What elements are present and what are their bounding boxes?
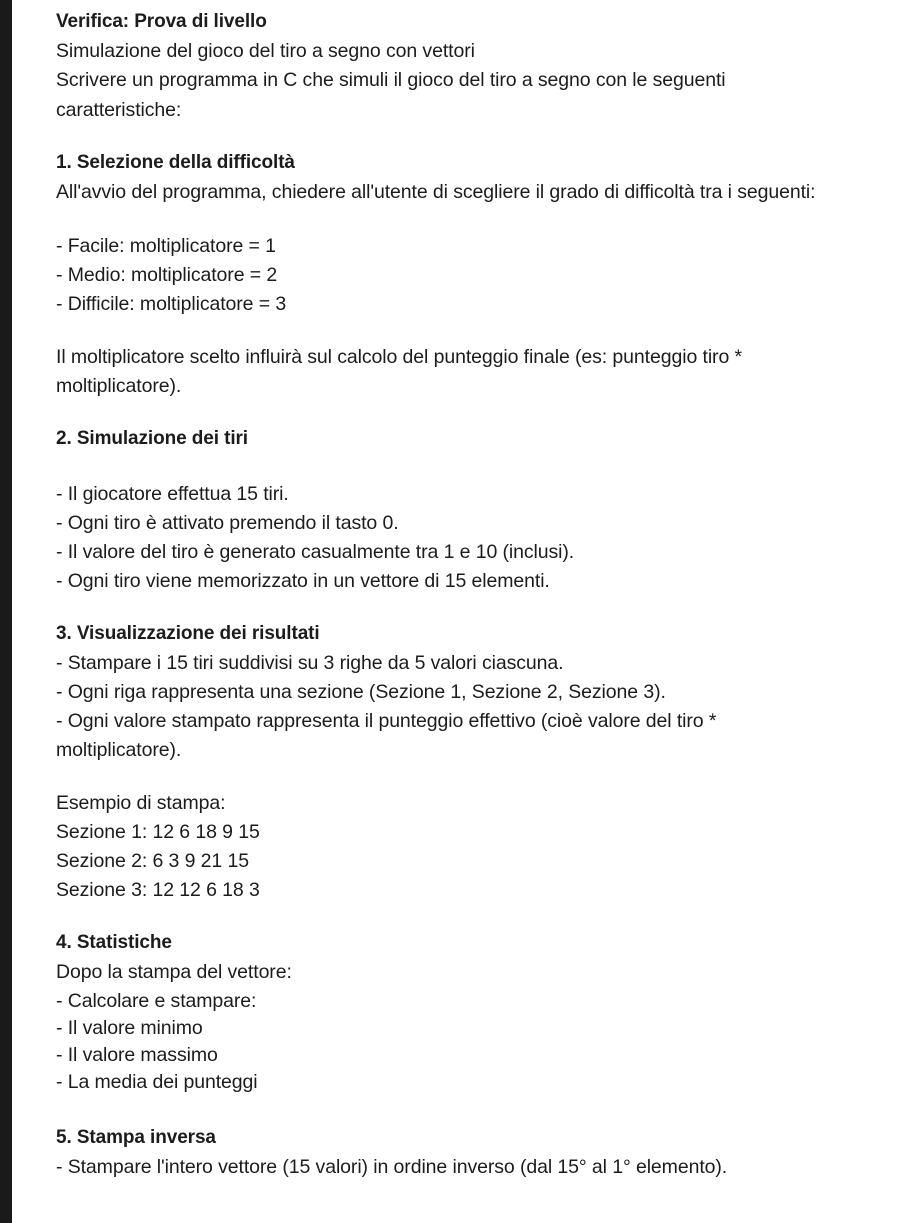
section-heading-difficulty: 1. Selezione della difficoltà (56, 152, 295, 173)
section-note: Il moltiplicatore scelto influirà sul calcolo del punteggio finale (es: punteggio tiro * (56, 346, 743, 368)
section-heading-reverse: 5. Stampa inversa (56, 1127, 216, 1148)
list-item: - Medio: moltiplicatore = 2 (56, 264, 278, 286)
example-line: Sezione 3: 12 12 6 18 3 (56, 879, 260, 901)
section-heading-results: 3. Visualizzazione dei risultati (56, 623, 320, 644)
list-item: - La media dei punteggi (56, 1071, 258, 1093)
list-item: - Il valore massimo (56, 1044, 218, 1066)
section-text: All'avvio del programma, chiedere all'utente di scegliere il grado di difficoltà tra i seguenti: (56, 181, 816, 203)
list-item: - Ogni riga rappresenta una sezione (Sezione 1, Sezione 2, Sezione 3). (56, 681, 666, 703)
intro-line: caratteristiche: (56, 99, 182, 121)
list-item: - Il giocatore effettua 15 tiri. (56, 483, 289, 505)
list-item: - Ogni tiro è attivato premendo il tasto 0. (56, 512, 399, 534)
intro-line: Scrivere un programma in C che simuli il gioco del tiro a segno con le seguenti (56, 69, 726, 91)
example-line: Sezione 1: 12 6 18 9 15 (56, 821, 260, 843)
section-heading-statistics: 4. Statistiche (56, 932, 172, 953)
document-page (12, 0, 922, 1223)
list-item: moltiplicatore). (56, 739, 182, 761)
list-item: - Stampare i 15 tiri suddivisi su 3 righe da 5 valori ciascuna. (56, 652, 564, 674)
list-item: - Il valore minimo (56, 1017, 203, 1039)
example-line: Sezione 2: 6 3 9 21 15 (56, 850, 249, 872)
list-item: - Facile: moltiplicatore = 1 (56, 235, 276, 257)
document-subtitle: Simulazione del gioco del tiro a segno con vettori (56, 40, 475, 62)
list-item: - Ogni valore stampato rappresenta il punteggio effettivo (cioè valore del tiro * (56, 710, 717, 732)
section-heading-shots: 2. Simulazione dei tiri (56, 428, 248, 449)
list-item: - Ogni tiro viene memorizzato in un vettore di 15 elementi. (56, 570, 550, 592)
section-text: Dopo la stampa del vettore: (56, 961, 292, 983)
list-item: - Il valore del tiro è generato casualmente tra 1 e 10 (inclusi). (56, 541, 575, 563)
list-item: - Difficile: moltiplicatore = 3 (56, 293, 287, 315)
section-note: moltiplicatore). (56, 375, 182, 397)
section-text: - Stampare l'intero vettore (15 valori) in ordine inverso (dal 15° al 1° elemento). (56, 1156, 728, 1178)
document-title: Verifica: Prova di livello (56, 11, 267, 32)
list-item: - Calcolare e stampare: (56, 990, 257, 1012)
example-label: Esempio di stampa: (56, 792, 226, 814)
